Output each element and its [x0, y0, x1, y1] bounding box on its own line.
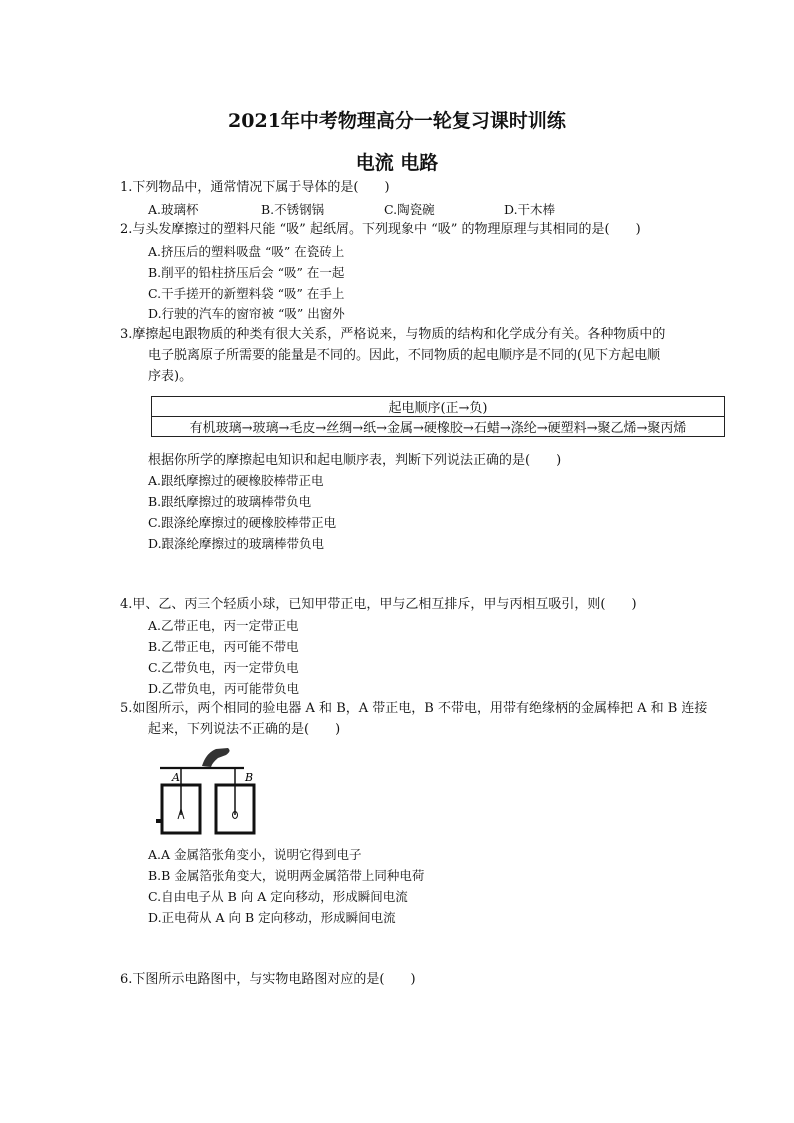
question-1-option-c: C.陶瓷碗: [384, 202, 435, 217]
question-3-option-a: A.跟纸摩擦过的硬橡胶棒带正电: [148, 473, 324, 488]
question-2-option-d: D.行驶的汽车的窗帘被 “吸” 出窗外: [148, 306, 345, 321]
question-3-stem-line-3: 序表)。: [148, 369, 193, 384]
question-5-option-d: D.正电荷从 A 向 B 定向移动，形成瞬间电流: [148, 910, 396, 925]
electroscope-figure: [152, 745, 270, 837]
question-5-stem-line-2: 起来，下列说法不正确的是( ): [148, 722, 341, 737]
question-3-question: 根据你所学的摩擦起电知识和起电顺序表，判断下列说法正确的是( ): [148, 453, 562, 468]
question-6-stem: 6.下图所示电路图中，与实物电路图对应的是( ): [120, 972, 416, 987]
question-4-stem: 4.甲、乙、丙三个轻质小球，已知甲带正电，甲与乙相互排斥，甲与丙相互吸引，则( ): [120, 597, 637, 612]
question-2-option-b: B.削平的铅柱挤压后会 “吸” 在一起: [148, 265, 345, 280]
question-1-stem: 1.下列物品中，通常情况下属于导体的是( ): [120, 180, 390, 195]
question-2-stem: 2.与头发摩擦过的塑料尺能 “吸” 起纸屑。下列现象中 “吸” 的物理原理与其相同的是( ): [120, 222, 641, 237]
question-3-stem-line-2: 电子脱离原子所需要的能量是不同的。因此，不同物质的起电顺序是不同的(见下方起电顺: [148, 348, 661, 363]
question-5-stem-line-1: 5.如图所示，两个相同的验电器 A 和 B，A 带正电，B 不带电，用带有绝缘柄的金属棒把 A 和 B 连接: [120, 701, 708, 716]
page-title: 2021年中考物理高分一轮复习课时训练: [228, 110, 566, 132]
question-5-option-a: A.A 金属箔张角变小，说明它得到电子: [148, 847, 362, 862]
question-2-option-a: A.挤压后的塑料吸盘 “吸” 在瓷砖上: [148, 244, 345, 259]
table-row: 有机玻璃→玻璃→毛皮→丝绸→纸→金属→硬橡胶→石蜡→涤纶→硬塑料→聚乙烯→聚丙烯: [152, 417, 725, 437]
question-4-option-a: A.乙带正电，丙一定带正电: [148, 618, 299, 633]
question-2-option-c: C.干手搓开的新塑料袋 “吸” 在手上: [148, 286, 345, 301]
question-1-option-b: B.不锈钢锅: [261, 202, 325, 217]
electroscope-label-b: B: [245, 771, 254, 784]
question-4-option-c: C.乙带负电，丙一定带负电: [148, 660, 299, 675]
triboelectric-series-table: [151, 396, 725, 437]
question-4-option-d: D.乙带负电，丙可能带负电: [148, 681, 300, 696]
question-3-option-d: D.跟涤纶摩擦过的玻璃棒带负电: [148, 536, 325, 551]
question-5-option-c: C.自由电子从 B 向 A 定向移动，形成瞬间电流: [148, 889, 408, 904]
page-subtitle: 电流 电路: [355, 152, 439, 174]
question-3-stem-line-1: 3.摩擦起电跟物质的种类有很大关系，严格说来，与物质的结构和化学成分有关。各种物质中的: [120, 327, 666, 342]
electroscope-drawing: [152, 745, 270, 837]
question-4-option-b: B.乙带正电，丙可能不带电: [148, 639, 299, 654]
table-header: 起电顺序(正→负): [152, 397, 725, 417]
question-3-option-b: B.跟纸摩擦过的玻璃棒带负电: [148, 494, 312, 509]
question-5-option-b: B.B 金属箔张角变大，说明两金属箔带上同种电荷: [148, 868, 425, 883]
question-1-option-a: A.玻璃杯: [148, 202, 199, 217]
question-1-option-d: D.干木棒: [504, 202, 556, 217]
electroscope-label-a: A: [172, 771, 180, 784]
question-3-option-c: C.跟涤纶摩擦过的硬橡胶棒带正电: [148, 515, 337, 530]
